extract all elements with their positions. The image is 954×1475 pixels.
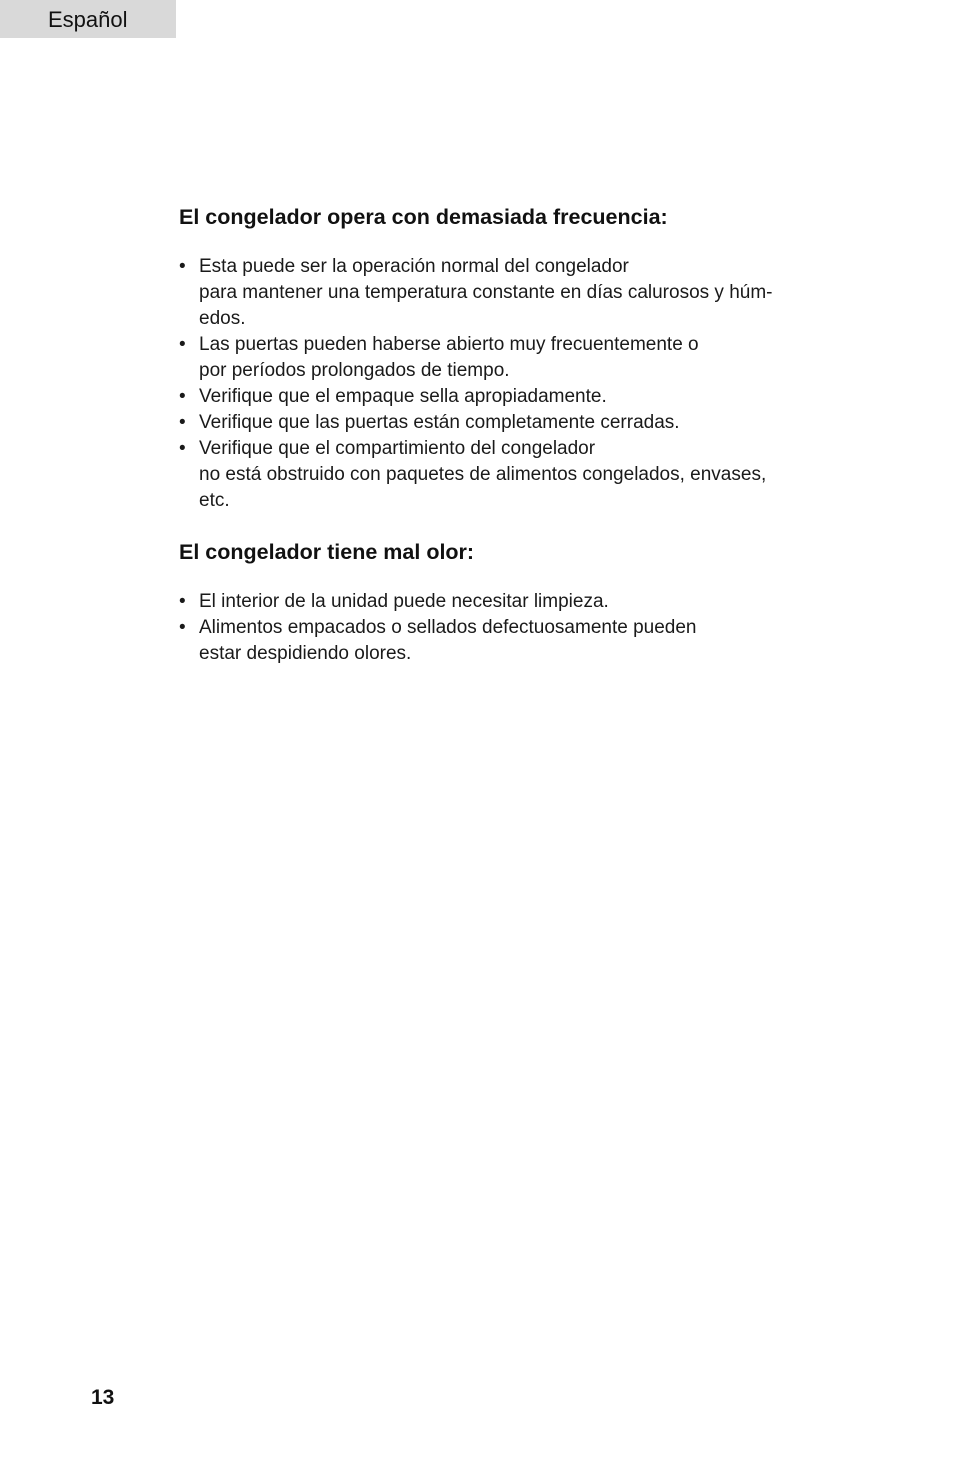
bullet-list-bad-odor — [179, 589, 844, 667]
bullet-dot: • — [179, 256, 186, 277]
list-item — [179, 384, 844, 410]
list-item-line: por períodos prolongados de tiempo. — [199, 360, 510, 381]
bullet-dot: • — [179, 412, 186, 433]
section-title-frequent-operation: El congelador opera con demasiada frecuencia: — [179, 205, 668, 229]
bullet-dot: • — [179, 591, 186, 612]
bullet-list-frequent-operation — [179, 254, 844, 514]
list-item-line: Las puertas pueden haberse abierto muy frecuentemente o — [199, 334, 699, 355]
list-item-line: Alimentos empacados o sellados defectuosamente pueden — [199, 617, 697, 638]
bullet-dot: • — [179, 334, 186, 355]
list-item-line: Verifique que las puertas están completamente cerradas. — [199, 412, 680, 433]
bullet-dot: • — [179, 617, 186, 638]
list-item-line: edos. — [199, 308, 246, 329]
list-item — [179, 254, 844, 332]
list-item-line: El interior de la unidad puede necesitar limpieza. — [199, 591, 609, 612]
bullet-dot: • — [179, 438, 186, 459]
list-item-line: Verifique que el empaque sella apropiadamente. — [199, 386, 607, 407]
section-title-bad-odor: El congelador tiene mal olor: — [179, 540, 475, 564]
bullet-dot: • — [179, 386, 186, 407]
list-item — [179, 332, 844, 384]
list-item-line: Esta puede ser la operación normal del congelador — [199, 256, 629, 277]
list-item — [179, 589, 844, 615]
language-tab: Español — [0, 0, 176, 38]
list-item-line: para mantener una temperatura constante en días calurosos y húm- — [199, 282, 773, 303]
list-item-line: estar despidiendo olores. — [199, 643, 412, 664]
list-item — [179, 410, 844, 436]
list-item-line: etc. — [199, 490, 230, 511]
page-number: 13 — [91, 1386, 115, 1409]
list-item — [179, 436, 844, 514]
list-item-line: Verifique que el compartimiento del congelador — [199, 438, 596, 459]
list-item — [179, 615, 844, 667]
list-item-line: no está obstruido con paquetes de alimentos congelados, envases, — [199, 464, 767, 485]
